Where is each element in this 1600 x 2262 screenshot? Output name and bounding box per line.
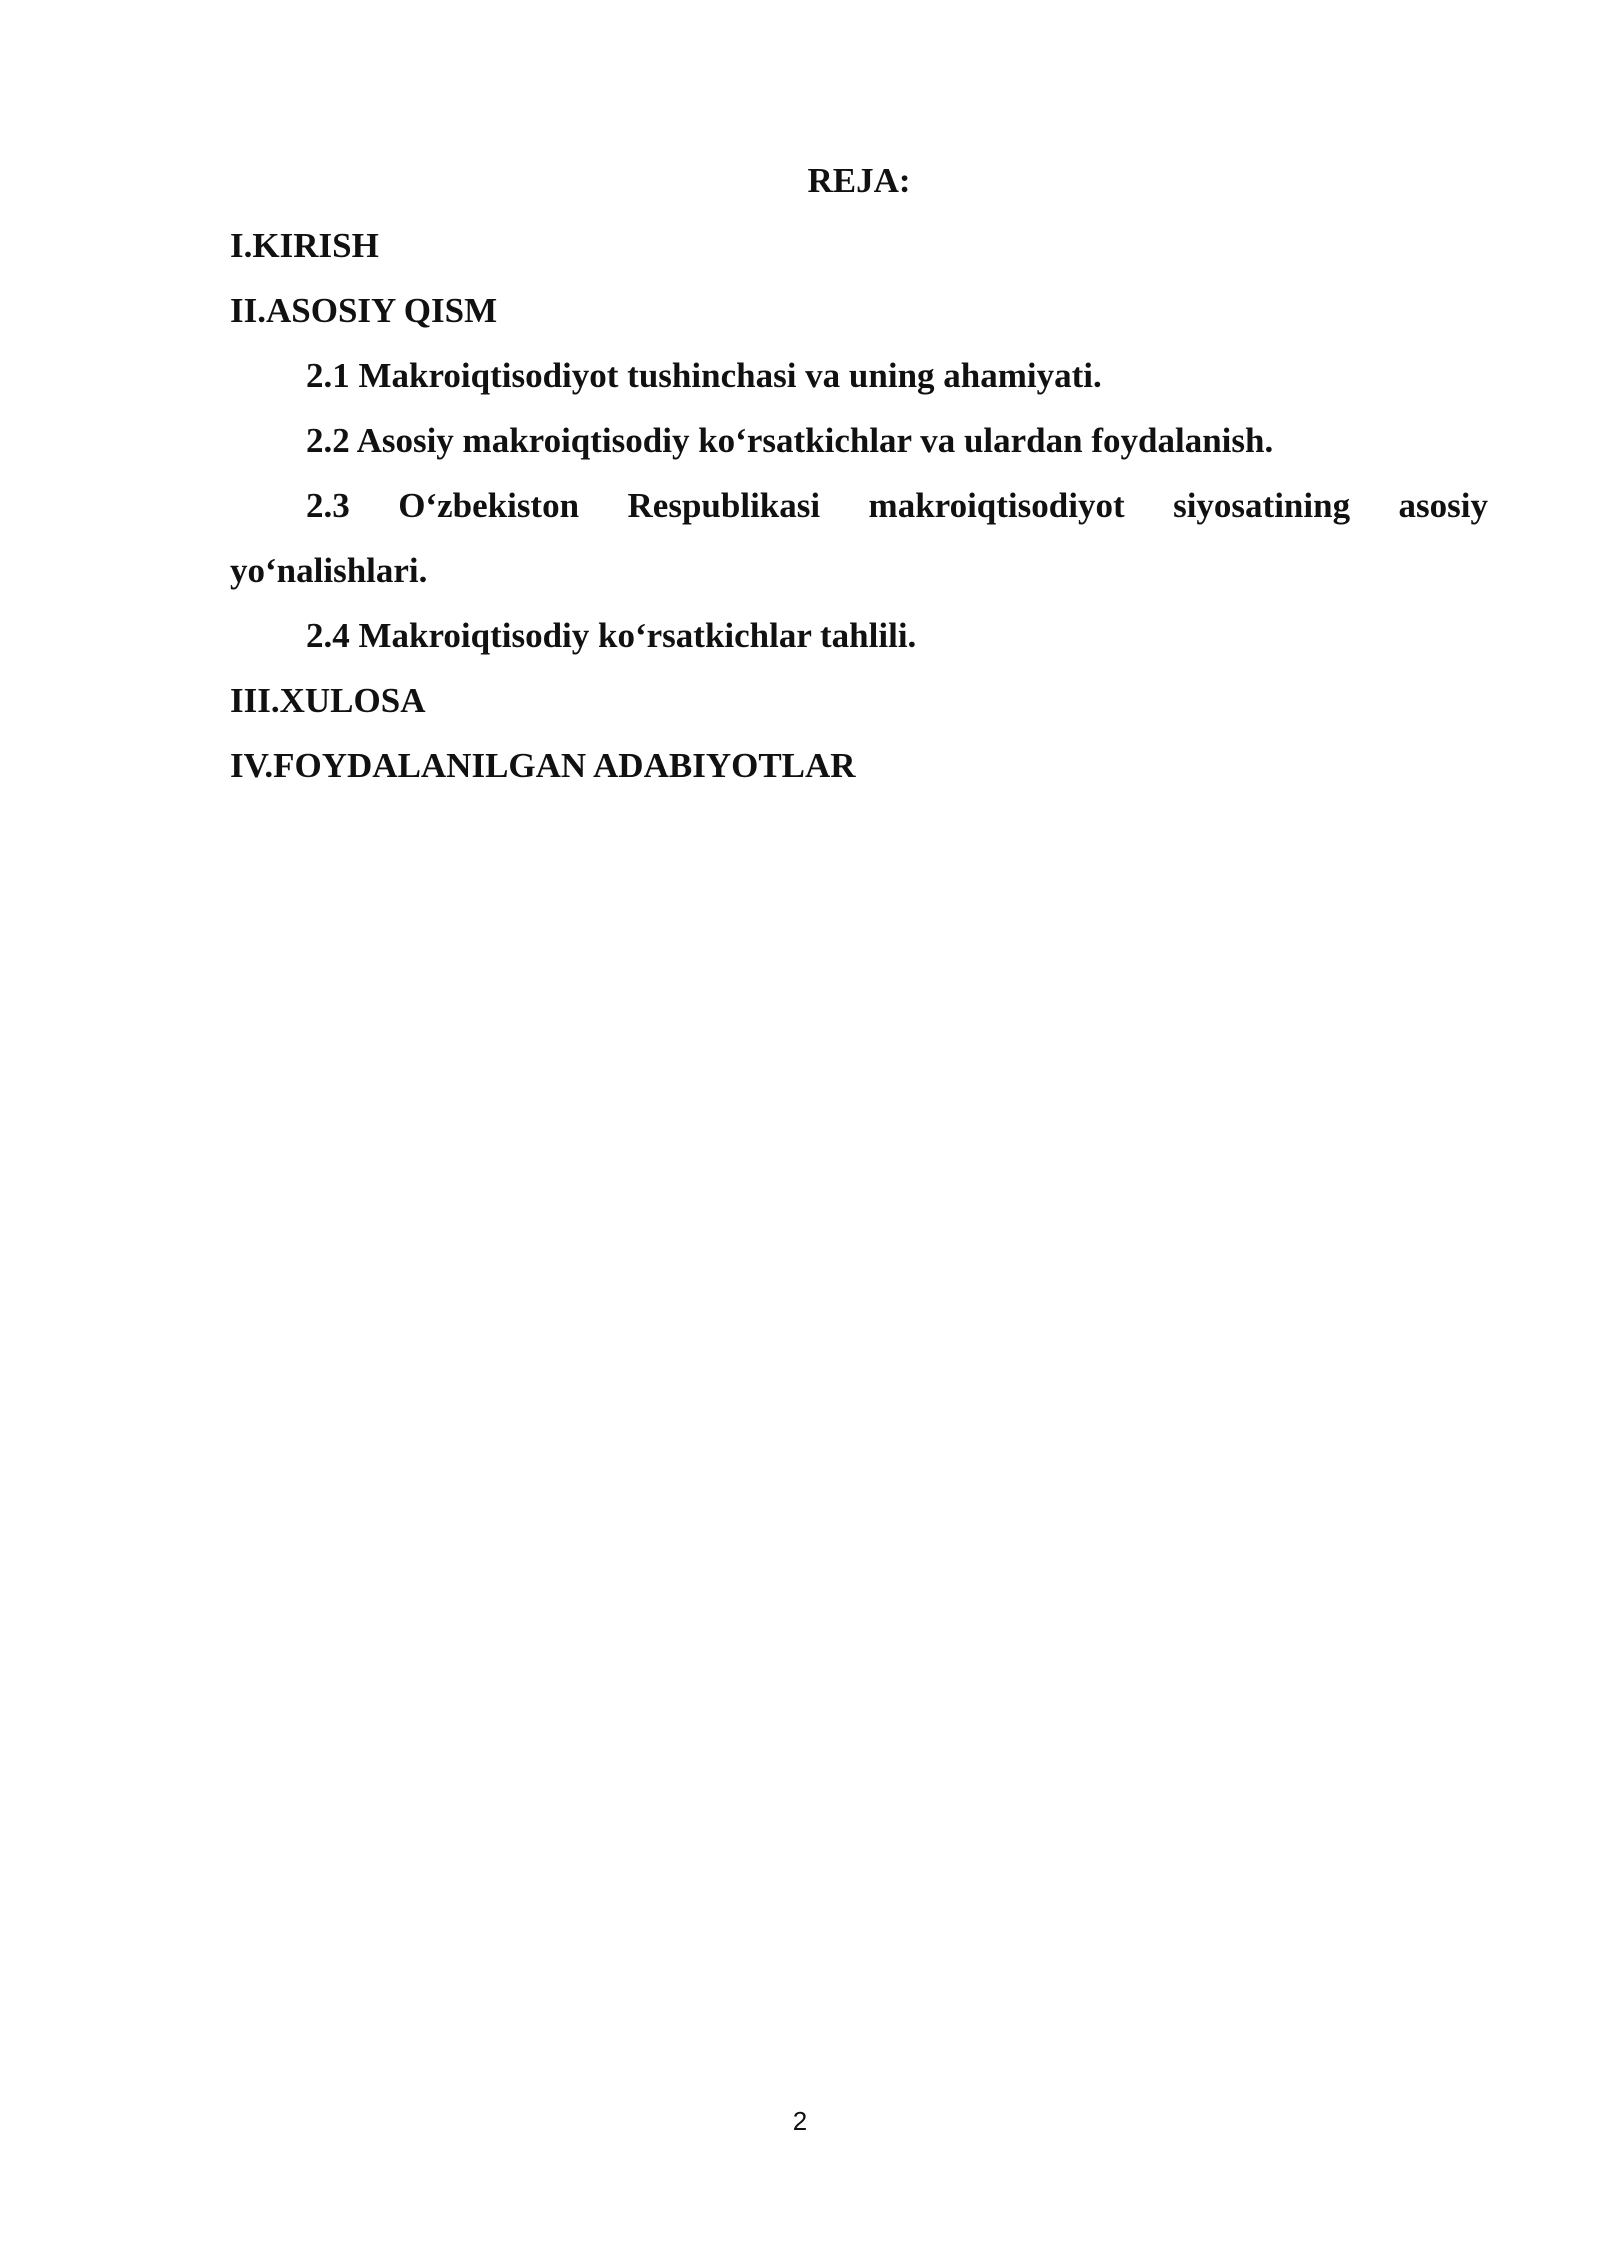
toc-subitem-2-2: 2.2 Asosiy makroiqtisodiy ko‘rsatkichlar va ulardan foydalanish. xyxy=(306,421,1274,460)
toc-subitem-2-3: 2.3 O‘zbekiston Respublikasi makroiqtisodiyot siyosatining asosiy yo‘nalishlari. xyxy=(230,486,1488,590)
toc-item-conclusion: III.XULOSA xyxy=(230,681,426,720)
page-title: REJA: xyxy=(807,161,911,200)
toc-subitem-2-1: 2.1 Makroiqtisodiyot tushinchasi va uning ahamiyati. xyxy=(306,356,1102,395)
toc-item-introduction: I.KIRISH xyxy=(230,226,379,265)
toc-item-references: IV.FOYDALANILGAN ADABIYOTLAR xyxy=(230,746,856,785)
toc-subitem-2-4: 2.4 Makroiqtisodiy ko‘rsatkichlar tahlili. xyxy=(306,616,917,655)
table-of-contents xyxy=(230,148,1488,798)
toc-item-main-part: II.ASOSIY QISM xyxy=(230,291,498,330)
page-number: 2 xyxy=(792,2106,808,2136)
